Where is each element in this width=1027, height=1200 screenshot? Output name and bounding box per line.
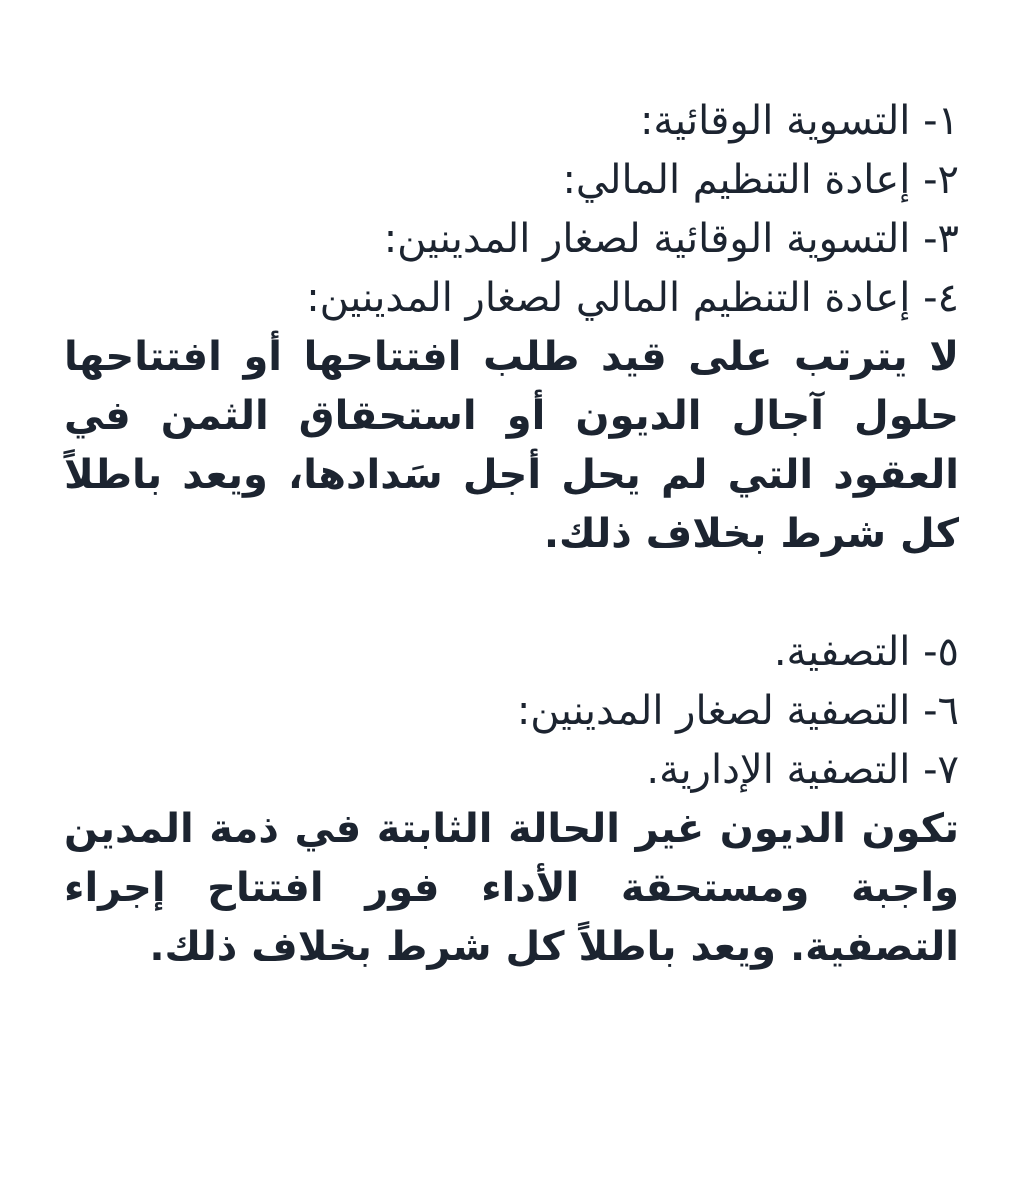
rule-paragraph-one: لا يترتب على قيد طلب افتتاحها أو افتتاحها حلول آجال الديون أو استحقاق الثمن في العقود التي لم يحل أجل سَدادها، ويعد باطلاً كل شرط بخلاف ذلك. — [64, 334, 959, 557]
list-item-liquidation: ٥- التصفية. — [773, 629, 959, 675]
list-item-preventive-settlement-small-debtors: ٣- التسوية الوقائية لصغار المدينين: — [383, 216, 959, 262]
rule-paragraph-two: تكون الديون غير الحالة الثابتة في ذمة المدين واجبة ومستحقة الأداء فور افتتاح إجراء التصفية. ويعد باطلاً كل شرط بخلاف ذلك. — [64, 806, 959, 970]
list-item-liquidation-small-debtors: ٦- التصفية لصغار المدينين: — [516, 688, 959, 734]
procedures-list-one — [64, 92, 959, 328]
list-item-administrative-liquidation: ٧- التصفية الإدارية. — [646, 747, 959, 793]
document-body — [64, 92, 959, 977]
list-item-financial-restructuring-small-debtors: ٤- إعادة التنظيم المالي لصغار المدينين: — [306, 275, 959, 321]
list-item-financial-restructuring: ٢- إعادة التنظيم المالي: — [562, 157, 959, 203]
procedures-list-two — [64, 623, 959, 800]
list-item-preventive-settlement: ١- التسوية الوقائية: — [639, 98, 959, 144]
section-spacer — [64, 564, 959, 623]
